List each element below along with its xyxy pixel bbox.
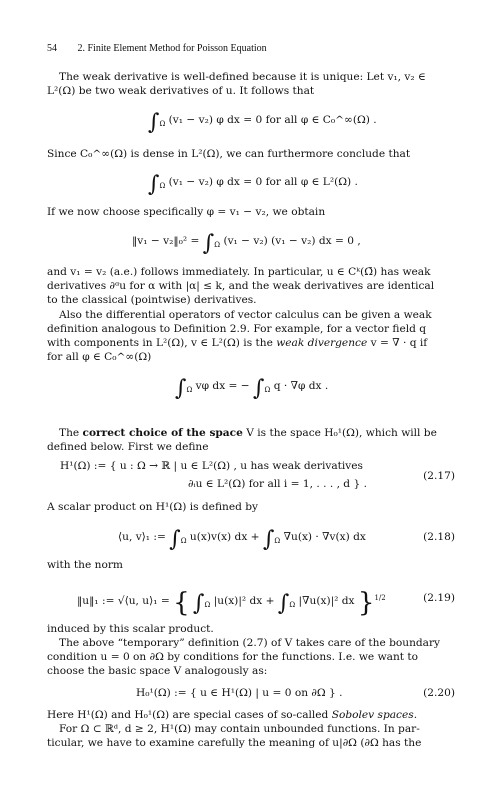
text-line: to the classical (pointwise) derivatives. [47,294,257,306]
equation: $\int_\Omega$ (v₁ − v₂) φ dx = 0 for all φ ∈ L²(Ω) . [148,172,358,197]
text-line: with components in L²(Ω), v ∈ L²(Ω) is the weak divergence v = ∇ · q if [47,337,428,349]
text-line: The correct choice of the space V is the space H₀¹(Ω), which will be [59,427,437,439]
equation-number: (2.19) [423,592,455,604]
text-line: with the norm [47,559,123,571]
text-line: Here H¹(Ω) and H₀¹(Ω) are special cases of so-called Sobolev spaces. [47,709,418,721]
text-line: derivatives ∂ᵅu for α with |α| ≤ k, and the weak derivatives are identical [47,280,435,292]
text-line: L²(Ω) be two weak derivatives of u. It follows that [47,85,315,97]
equation-2-19: ‖u‖₁ := √⟨u, u⟩₁ = { $\int_\Omega$ |u(x)|² dx + $\int_\Omega$ |∇u(x)|² dx }$^{1/2}$ [77,588,386,618]
equation-2-18: ⟨u, v⟩₁ := $\int_\Omega$ u(x)v(x) dx + $\int_\Omega$ ∇u(x) · ∇v(x) dx [118,527,366,552]
text-line: condition u = 0 on ∂Ω by conditions for the functions. I.e. we want to [47,651,419,663]
text-line: for all φ ∈ C₀^∞(Ω) [47,351,152,363]
text-line: ticular, we have to examine carefully the meaning of u|∂Ω (∂Ω has the [47,737,422,749]
equation-number: (2.20) [423,687,455,699]
equation-number: (2.17) [423,470,455,482]
text-line: The above “temporary” definition (2.7) of V takes care of the boundary [59,637,441,649]
running-title: 2. Finite Element Method for Poisson Equation [77,43,267,54]
equation-2-17-line1: H¹(Ω) := { u : Ω → ℝ | u ∈ L²(Ω) , u has weak derivatives [60,460,363,472]
text-line: and v₁ = v₂ (a.e.) follows immediately. In particular, u ∈ Cᵏ(Ω̄) has weak [47,266,431,278]
text-line: The weak derivative is well-defined because it is unique: Let v₁, v₂ ∈ [59,71,426,83]
equation-2-20: H₀¹(Ω) := { u ∈ H¹(Ω) | u = 0 on ∂Ω } . [136,687,343,699]
text-line: Since C₀^∞(Ω) is dense in L²(Ω), we can furthermore conclude that [47,148,411,160]
equation-2-17-line2: ∂ᵢu ∈ L²(Ω) for all i = 1, . . . , d } . [188,478,367,490]
text-line: Also the differential operators of vector calculus can be given a weak [59,309,432,321]
text-line: choose the basic space V analogously as: [47,665,268,677]
equation: $\int_\Omega$ (v₁ − v₂) φ dx = 0 for all φ ∈ C₀^∞(Ω) . [148,110,377,135]
equation: $\int_\Omega$ vφ dx = − $\int_\Omega$ q · ∇φ dx . [175,376,329,401]
text-line: definition analogous to Definition 2.9. For example, for a vector field q [47,323,427,335]
text-line: induced by this scalar product. [47,623,214,635]
page-header [47,43,267,54]
text-line: If we now choose specifically φ = v₁ − v₂, we obtain [47,206,326,218]
equation: ‖v₁ − v₂‖₀² = $\int_\Omega$ (v₁ − v₂) (v₁ − v₂) dx = 0 , [132,231,361,256]
text-line: For Ω ⊂ ℝᵈ, d ≥ 2, H¹(Ω) may contain unbounded functions. In par- [59,723,420,735]
text-line: A scalar product on H¹(Ω) is defined by [47,501,259,513]
page-number: 54 [47,43,57,54]
text-line: defined below. First we define [47,441,209,453]
equation-number: (2.18) [423,531,455,543]
